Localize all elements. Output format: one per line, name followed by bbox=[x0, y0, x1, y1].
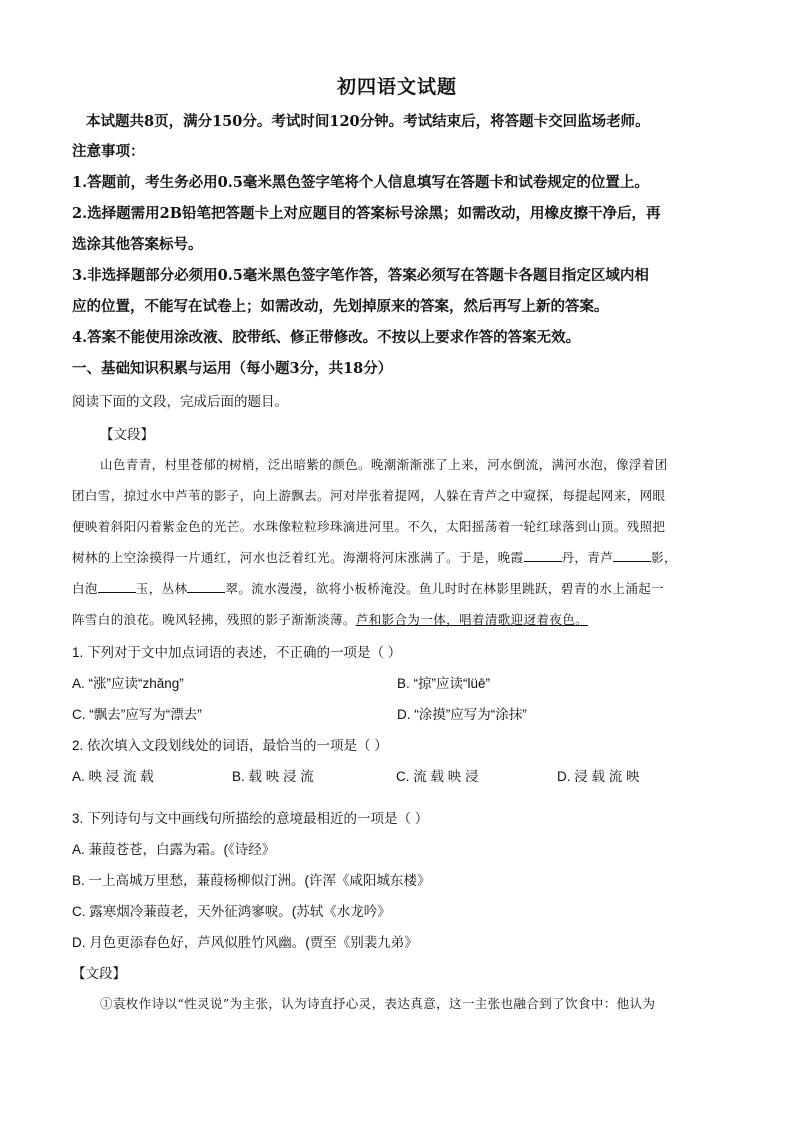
q2-option-c: C. 流 载 映 浸 bbox=[396, 769, 479, 784]
passage-line bbox=[72, 610, 588, 628]
q1-option-c: C. “飘去”应写为“漂去” bbox=[72, 707, 202, 722]
passage2-line: ①袁枚作诗以“性灵说”为主张，认为诗直抒心灵，表达真意，这一主张也融合到了饮食中：他认为 bbox=[100, 996, 656, 1011]
passage-line: 团白雪，掠过水中芦苇的影子，向上游飘去。河对岸张着提网，人躲在青芦之中窥探，每提起网来，网眼 bbox=[72, 488, 666, 503]
passage-text: 丹，青芦 bbox=[561, 550, 614, 565]
exam-intro: 本试题共8页，满分150分。考试时间120分钟。考试结束后，将答题卡交回监场老师。 bbox=[86, 113, 650, 130]
page-title: 初四语文试题 bbox=[336, 76, 457, 98]
passage-text: 白泡 bbox=[72, 581, 98, 596]
q2-option-d: D. 浸 载 流 映 bbox=[557, 769, 640, 784]
q3-option-c: C. 露寒烟冷蒹葭老，天外征鸿寥唳。(苏轼《水龙吟》 bbox=[72, 904, 391, 919]
fill-blank bbox=[187, 580, 225, 593]
q2-option-b: B. 载 映 浸 流 bbox=[232, 769, 314, 784]
note-line: 3.非选择题部分必须用0.5毫米黑色签字笔作答，答案必须写在答题卡各题目指定区域内相 bbox=[72, 267, 649, 284]
note-line: 应的位置，不能写在试卷上；如需改动，先划掉原来的答案，然后再写上新的答案。 bbox=[72, 298, 609, 315]
fill-blank bbox=[524, 549, 562, 562]
fill-blank bbox=[613, 549, 651, 562]
passage2-label: 【文段】 bbox=[72, 966, 126, 981]
question-1-stem: 1. 下列对于文中加点词语的表述，不正确的一项是（ ） bbox=[72, 645, 402, 660]
note-line: 2.选择题需用2B铅笔把答题卡上对应题目的答案标号涂黑；如需改动，用橡皮擦干净后，再 bbox=[72, 205, 661, 222]
q3-option-a: A. 蒹葭苍苍，白露为霜。(《诗经》 bbox=[72, 842, 276, 857]
passage-line: 便映着斜阳闪着紫金色的光芒。水珠像粒粒珍珠滴进河里。不久，太阳摇荡着一轮红球落到山顶。残照把 bbox=[72, 519, 666, 534]
q1-option-b: B. “掠”应读“lüē” bbox=[397, 676, 491, 691]
notes-heading: 注意事项： bbox=[72, 143, 145, 160]
passage-label: 【文段】 bbox=[100, 427, 154, 442]
q1-option-d: D. “涂摸”应写为“涂抹” bbox=[397, 707, 527, 722]
passage-line: 山色青青，村里苍郁的树梢，泛出暗紫的颜色。晚潮渐渐涨了上来，河水倒流，满河水泡，像浮着团 bbox=[100, 457, 668, 472]
note-line: 1.答题前，考生务必用0.5毫米黑色签字笔将个人信息填写在答题卡和试卷规定的位置上。 bbox=[72, 174, 649, 191]
passage-line bbox=[72, 548, 677, 566]
passage-line bbox=[72, 579, 664, 597]
reading-instruction: 阅读下面的文段，完成后面的题目。 bbox=[72, 394, 288, 409]
underlined-sentence: 芦和影合为一体，唱着清歌迎迓着夜色。 bbox=[355, 612, 589, 627]
passage-text: 树林的上空涂摸得一片通红，河水也泛着红光。海潮将河床涨满了。于是，晚霞 bbox=[72, 550, 524, 565]
fill-blank bbox=[98, 580, 136, 593]
q2-option-a: A. 映 浸 流 载 bbox=[72, 769, 154, 784]
passage-text: 玉，丛林 bbox=[135, 581, 188, 596]
q3-option-b: B. 一上高城万里愁，蒹葭杨柳似汀洲。(许浑《咸阳城东楼》 bbox=[72, 873, 431, 888]
passage-text: 阵雪白的浪花。晚风轻拂，残照的影子渐渐淡薄。 bbox=[72, 612, 356, 627]
note-line: 4.答案不能使用涂改液、胶带纸、修正带修改。不按以上要求作答的答案无效。 bbox=[72, 329, 581, 346]
q3-option-d: D. 月色更添春色好，芦风似胜竹风幽。(贾至《别裴九弟》 bbox=[72, 935, 418, 950]
passage-text: 影， bbox=[651, 550, 677, 565]
passage-text: 翠。流水漫漫，欲将小板桥淹没。鱼儿时时在林影里跳跃，碧青的水上涌起一 bbox=[225, 581, 665, 596]
section-heading: 一、基础知识积累与运用（每小题3分，共18分） bbox=[72, 360, 393, 377]
question-3-stem: 3. 下列诗句与文中画线句所描绘的意境最相近的一项是（ ） bbox=[72, 811, 429, 826]
note-line: 选涂其他答案标号。 bbox=[72, 236, 203, 253]
q1-option-a: A. “涨”应读“zhǎng” bbox=[72, 676, 184, 691]
question-2-stem: 2. 依次填入文段划线处的词语，最恰当的一项是（ ） bbox=[72, 738, 388, 753]
